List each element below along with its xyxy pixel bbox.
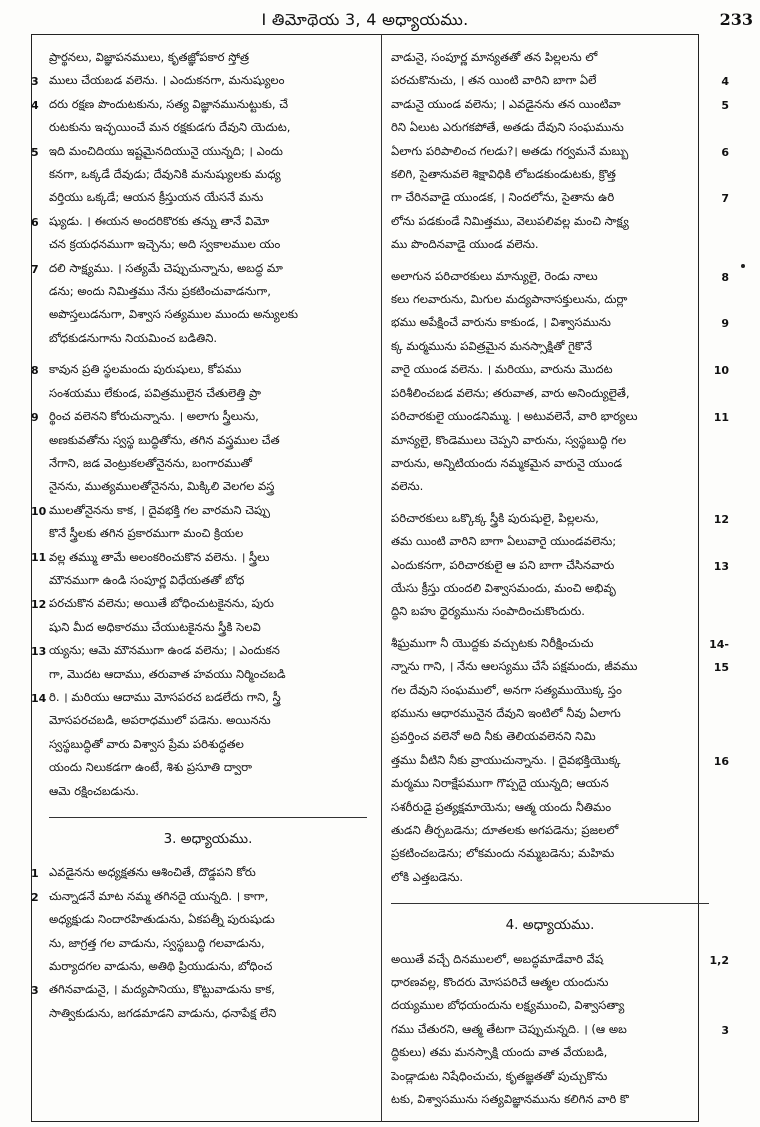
text-line: వలెను. — [391, 479, 424, 494]
text-line: పరిచారకులు ఒక్కొక్క స్త్రీకి పురుషులై, పిల్లలను, — [391, 510, 599, 525]
text-line: త్తము వీటిని నీకు వ్రాయుచున్నాను. । దైవభక్తియొక్క — [391, 752, 621, 767]
page-header — [31, 6, 753, 34]
verse-number: 1,2 — [709, 953, 729, 967]
verse-paragraph — [391, 507, 729, 624]
text-line: కనగా, ఒక్కడే దేవుడు; దేవునికి మనుష్యులకు మధ్య — [49, 167, 281, 182]
chapter-heading: 3. అధ్యాయము. — [49, 817, 367, 851]
verse-number: 5 — [31, 145, 39, 159]
text-line: ఇది మంచిదియు ఇష్టమైనదియునై యున్నది; । ఎందు — [49, 143, 283, 158]
verse-number: 4 — [31, 98, 39, 112]
text-line: టకు, విశ్వాసమును సత్యవిజ్ఞానమును కలిగిన వారి కొ — [391, 1092, 629, 1107]
text-line: ప్రవర్తించ వలెనో అది నీకు తెలియవలెనని నిమి — [391, 729, 596, 744]
verse-number: 9 — [721, 317, 729, 331]
text-line: అధ్యక్షుడు నిందారహితుడును, ఏకపత్నీ పురుషుడు — [49, 912, 275, 927]
text-line: తగినవాడునై, । మద్యపానియు, కొట్టువాడును కాక, — [49, 982, 275, 997]
text-line: కొనే స్త్రీలకు తగిన ప్రకారముగా మంచి క్రియల — [49, 526, 244, 541]
text-line: ధారణవల్ల, కొందరు మోసపరిచే ఆత్మల యందును — [391, 975, 609, 990]
text-line: వాడునై, సంపూర్ణ మాన్యతతో తన పిల్లలను లో — [391, 50, 598, 64]
text-line: కలు గలవారును, మిగుల మద్యపానాసక్తులును, దుర్లా — [391, 292, 628, 307]
verse-number: 3 — [31, 75, 39, 89]
text-line: ఏలాగు పరిపాలించ గలడు?। అతడు గర్వమనే మబ్బు — [391, 143, 629, 158]
verse-number: 12 — [713, 512, 729, 526]
verse-number: 6 — [721, 145, 729, 159]
text-line: పరచుకొనుచు, । తన యింటి వారిని బాగా ఏలే — [391, 73, 597, 88]
verse-paragraph — [31, 358, 367, 803]
text-line: వల్ల తమ్ము తామే అలంకరించుకొన వలెను. । స్త్రీలు — [49, 549, 270, 564]
text-line: డను; అందు నిమిత్తము నేను ప్రకటించువాడనుగా, — [49, 284, 271, 299]
verse-number: 14- — [709, 637, 729, 651]
text-line: గా చేరినవాడై యుండక, । నిందలోను, సైతాను ఉరి — [391, 190, 615, 205]
text-line: మాన్యలై, కొండెములు చెప్పని వారును, స్వస్థబుద్ధి గల — [391, 432, 627, 447]
verse-number: 7 — [31, 262, 39, 276]
text-line: వర్తియు ఒక్కడే; ఆయన క్రీస్తుయన యేసనే మను — [49, 190, 264, 205]
text-line: యందు నిలుకడగా ఉంటే, శిశు ప్రసూతి ద్వారా — [49, 760, 253, 775]
verse-number: 10 — [713, 364, 729, 378]
verse-number: 7 — [721, 192, 729, 206]
verse-number: 11 — [713, 411, 729, 425]
text-line: సాత్వికుడును, జగడమాడని వాడును, ధనాపేక్ష లేని — [49, 1005, 277, 1020]
text-line: చున్నాడనే మాట నమ్మ తగినదై యున్నది. । కాగా, — [49, 888, 269, 903]
text-line: య్యను; ఆమె మౌనముగా ఉండ వలెను; । ఎందుకన — [49, 643, 280, 658]
running-title: I తిమోథెయ 3, 4 అధ్యాయము. — [261, 10, 469, 29]
text-line: ష్యుడు. । ఈయన అందరికొరకు తన్ను తానే విమో — [49, 213, 270, 228]
verse-number: 11 — [31, 551, 47, 565]
text-line: యేసు క్రీస్తు యందలి విశ్వాసమందు, మంచి అభివృ — [391, 580, 616, 595]
text-line: రిని ఏలుట ఎరుగకపోతే, అతడు దేవుని సంఘమును — [391, 120, 624, 135]
text-line: ను, జాగ్రత్త గల వాడును, స్వస్థబుద్ధి గలవాడును, — [49, 935, 265, 950]
text-line: వారై యుండ వలెను. । మరియు, వారును మొదట — [391, 362, 613, 377]
text-line: లోను పడకుండే నిమిత్తము, వెలుపలివల్ల మంచి సాక్ష్య — [391, 213, 629, 228]
verse-number: 13 — [31, 645, 47, 659]
text-line: తమ యింటి వారిని బాగా ఏలువారై యుండవలెను; — [391, 534, 617, 549]
verse-number: 12 — [31, 598, 47, 612]
text-line: మర్మము నిరాక్షేపముగా గొప్పదై యున్నది; ఆయన — [391, 776, 609, 791]
left-column — [31, 46, 367, 1025]
verse-number: 10 — [31, 504, 47, 518]
text-line: ఎందుకనగా, పరిచారకులై ఆ పని బాగా చేసినవారు — [391, 557, 615, 572]
verse-number: 5 — [721, 98, 729, 112]
column-divider — [381, 34, 382, 1122]
text-line: దరు రక్షణ పొందుటకును, సత్య విజ్ఞానమునుట్టుకు, చే — [49, 96, 289, 111]
text-line: శీఘ్రముగా నీ యొద్దకు వచ్చుటకు నిరీక్షించుచు — [391, 635, 594, 650]
verse-number: 16 — [713, 754, 729, 768]
text-line: మర్యాదగల వాడును, అతిథి ప్రియుడును, బోధించ — [49, 959, 273, 974]
verse-number: 4 — [721, 75, 729, 89]
verse-number: 8 — [31, 364, 39, 378]
text-line: వారును, అన్నిటియందు నమ్మకమైన వారునై యుండ — [391, 455, 623, 470]
text-line: ములు చేయబడ వలెను. । ఎందుకనగా, మనుష్యులం — [49, 73, 285, 88]
verse-paragraph — [31, 861, 367, 1025]
text-line: సశరీరుడై ప్రత్యక్షమాయెను; ఆత్మ యందు నీతిమం — [391, 799, 612, 814]
text-line: పరచుకొన వలెను; అయితే బోధించుటకైనను, పురు — [49, 596, 274, 611]
text-line: తుడని తీర్చబడెను; దూతలకు అగపడెను; ప్రజలలో — [391, 823, 619, 837]
text-line: అయితే వచ్చే దినములలో, అబద్ధమాడేవారి వేష — [391, 951, 604, 966]
text-line: స్వస్థబుద్ధితో వారు విశ్వాస ప్రేమ పరిశుద్ధతల — [49, 736, 244, 751]
text-line: మోసపరచబడి, అపరాధములో పడెను. అయినను — [49, 713, 271, 728]
text-line: వాడునై యుండ వలెను; । ఎవడైనను తన యింటివా — [391, 96, 621, 111]
text-line: లోకి ఎత్తబడెను. — [391, 869, 464, 884]
text-line: గల దేవుని సంఘములో, అనగా సత్యముయొక్క స్తం — [391, 682, 622, 697]
verse-number: 15 — [713, 661, 729, 675]
text-line: అపొస్తలుడనుగా, విశ్వాస సత్యముల ముందు అన్యులకు — [49, 307, 298, 322]
text-line: పరిచారకులై యుండనిమ్ము. । అటువలెనే, వారి భార్యలు — [391, 409, 638, 424]
text-line: కలిగి, సైతానువలె శిక్షావిధికి లోబడకుండుటకు, క్రొత్త — [391, 167, 616, 182]
text-line: గము చేతురని, ఆత్మ తేటగా చెప్పుచున్నది. । (ఆ అబ — [391, 1021, 627, 1036]
text-line: ర్థించ వలెనని కోరుచున్నాను. । అలాగు స్త్రీలును, — [49, 409, 259, 424]
text-line: రుటకును ఇచ్ఛయించే మన రక్షకుడగు దేవుని యెదుట, — [49, 120, 291, 135]
verse-number: 3 — [721, 1023, 729, 1037]
text-line: దలి సాక్ష్యము. । సత్యమే చెప్పుచున్నాను, అబద్ధ మా — [49, 260, 283, 275]
text-line: మౌనముగా ఉండి సంపూర్ణ విధేయతతో బోధ — [49, 572, 245, 587]
text-line: భము అపేక్షించే వారును కాకుండ, । విశ్వాసమును — [391, 315, 611, 330]
text-line: న్నాను గాని, । నేను ఆలస్యము చేసే పక్షమందు, జీవము — [391, 659, 638, 674]
scanned-page — [15, 6, 753, 1122]
text-line: ము పొందినవాడై యుండ వలెను. — [391, 237, 539, 252]
text-line: బోధకుడనుగాను నియమించ బడితిని. — [49, 330, 218, 345]
verse-paragraph — [391, 46, 729, 257]
verse-number: 1 — [31, 867, 39, 881]
text-line: పెండ్లాడుట నిషేధించుచు, కృతజ్ఞతతో పుచ్చుకొను — [391, 1068, 608, 1083]
verse-number: 8 — [721, 270, 729, 284]
verse-number: 2 — [31, 890, 39, 904]
verse-number: 9 — [31, 411, 39, 425]
page-number: 233 — [719, 10, 753, 29]
text-line: నేగాని, జడ వెంట్రుకలతోనైనను, బంగారముతో — [49, 455, 252, 470]
verse-number: 6 — [31, 215, 39, 229]
text-line: ఎవడైనను అధ్యక్షతను ఆశించితే, దొడ్డపని కోరు — [49, 865, 256, 880]
text-line: పరిశీలించబడ వలెను; తరువాత, వారు అనింద్యులైతే, — [391, 385, 630, 400]
verse-paragraph — [391, 265, 729, 499]
text-line: అలాగున పరిచారకులు మాన్యులై, రెండు నాలు — [391, 268, 598, 283]
text-line: ద్ధిని బహు ధైర్యమును సంపాదించుకొందురు. — [391, 604, 585, 619]
text-line: ప్రార్థనలు, విజ్ఞాపనములు, కృతజ్ఞోపకార స్తోత్ర — [49, 50, 250, 64]
text-line: ఆమె రక్షించబడును. — [49, 783, 139, 798]
chapter-heading: 4. అధ్యాయము. — [391, 903, 709, 937]
text-line: క్క మర్మమును పవిత్రమైన మనస్సాక్షితో గైకొనే — [391, 338, 592, 353]
text-line: గా, మొదట ఆదాము, తరువాత హవయు నిర్మించబడి — [49, 666, 286, 681]
text-line: దయ్యముల బోధయందును లక్ష్యముంచి, విశ్వాసత్యా — [391, 998, 625, 1013]
verse-paragraph — [391, 632, 729, 889]
verse-paragraph — [391, 948, 729, 1112]
text-line: సంశయము లేకుండ, పవిత్రములైన చేతులెత్తి ప్రా — [49, 385, 261, 400]
text-line: అణకువతోను స్వస్థ బుద్ధితోను, తగిన వస్త్రముల చేత — [49, 432, 280, 447]
text-line: నైనను, ముత్యములతోనైనను, మిక్కిలి వెలగల వస్త్ర — [49, 479, 275, 494]
text-line: భమును ఆధారమునైన దేవుని ఇంటిలో నీవు ఏలాగు — [391, 705, 621, 720]
text-line: ములతోనైనను కాక, । దైవభక్తి గల వారమని చెప్పు — [49, 502, 270, 517]
text-line: చన క్రయధనముగా ఇచ్చెను; అది స్వకాలముల యం — [49, 237, 281, 252]
margin-dot — [741, 264, 745, 268]
verse-number: 14 — [31, 691, 47, 705]
text-line: ప్రకటించబడెను; లోకమందు నమ్మబడెను; మహిమ — [391, 846, 615, 861]
verse-paragraph — [31, 46, 367, 350]
text-line: రి. । మరియు ఆదాము మోసపరచ బడలేదు గాని, స్త్రీ — [49, 689, 281, 704]
right-column — [391, 46, 729, 1111]
text-line: ద్ధికులు) తమ మనస్సాక్షి యందు వాత వేయబడి, — [391, 1045, 608, 1060]
verse-number: 13 — [713, 559, 729, 573]
text-line: కావున ప్రతి స్థలమందు పురుషులు, కోపము — [49, 362, 242, 377]
text-line: షుని మీద అధికారము చేయుటకైనను స్త్రీకి సెలవి — [49, 619, 261, 634]
verse-number: 3 — [31, 984, 39, 998]
